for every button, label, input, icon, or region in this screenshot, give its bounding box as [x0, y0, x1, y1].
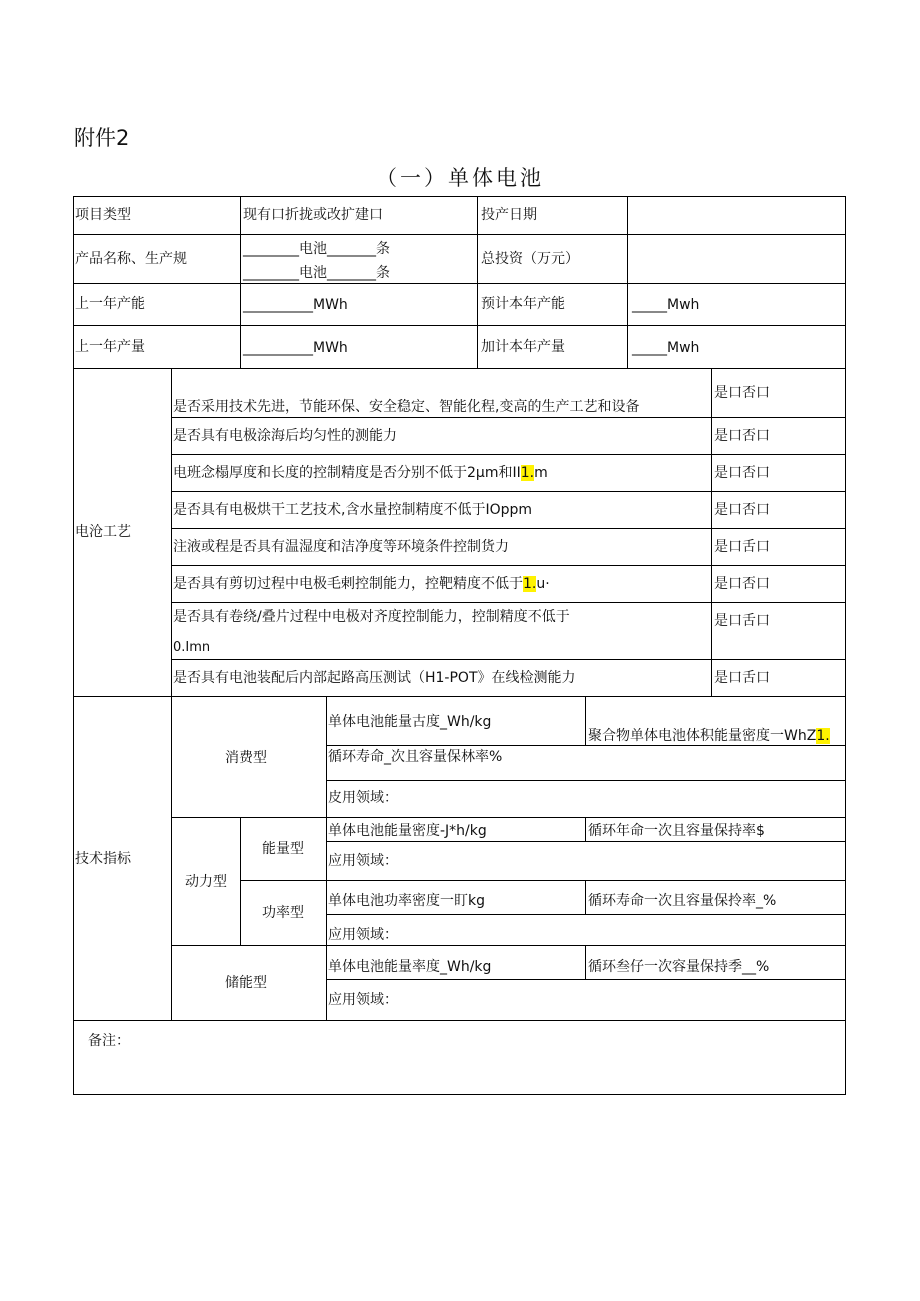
consumer-volume-density[interactable] — [588, 727, 830, 745]
row-divider — [171, 945, 845, 946]
column-divider — [585, 696, 586, 745]
energy-subtype-cycle[interactable]: 循环年命一次且容量保持率$ — [588, 823, 765, 839]
power-subtype-density[interactable]: 单体电池功率密度一盯kg — [328, 893, 485, 909]
highlight-mark: 1. — [816, 728, 830, 744]
row-divider — [73, 283, 845, 284]
tech-section-label: 技术指标 — [75, 851, 131, 867]
attachment-label: 附件2 — [74, 126, 130, 150]
row-divider — [73, 1020, 845, 1021]
process-item-answer[interactable]: 是口舌口 — [714, 539, 770, 555]
process-item-answer[interactable]: 是口舌口 — [714, 670, 770, 686]
process-item-answer[interactable]: 是口舌口 — [714, 613, 770, 629]
storage-cycle[interactable]: 循环叁仔一次容量保持季__% — [588, 959, 770, 975]
consumer-application[interactable]: 皮用领域： — [328, 790, 398, 806]
process-item-answer[interactable]: 是口否口 — [714, 576, 770, 592]
row-divider — [326, 780, 845, 781]
column-divider — [240, 817, 241, 945]
row-divider — [171, 417, 845, 418]
process-item-text: 注液或程是否具有温湿度和洁净度等环境条件控制货力 — [173, 539, 509, 555]
production-date-label: 投产日期 — [481, 207, 537, 223]
row-divider — [171, 491, 845, 492]
highlight-mark: 1. — [523, 576, 537, 592]
process-item-text: 是否具有电极涂海后均匀性的测能力 — [173, 428, 397, 444]
power-type-label: 动力型 — [185, 874, 227, 890]
row-divider — [326, 745, 845, 746]
energy-subtype-label: 能量型 — [262, 841, 304, 857]
row-divider — [240, 880, 845, 881]
last-year-capacity-label: 上一年产能 — [75, 296, 145, 312]
product-name-label: 产品名称、生产规 — [75, 251, 187, 267]
power-subtype-application[interactable]: 应用领域： — [328, 927, 398, 943]
power-subtype-label: 功率型 — [262, 905, 304, 921]
process-item-answer[interactable]: 是口否口 — [714, 428, 770, 444]
project-type-value[interactable]: 现有口折拢或改扩建口 — [243, 207, 383, 223]
plan-capacity-value[interactable]: _____Mwh — [632, 297, 700, 313]
product-line-2[interactable]: ________电池_______条 — [243, 265, 390, 281]
process-item-text: 是否具有卷绕/叠片过程中电极对齐度控制能力，控制精度不低于 — [173, 609, 570, 625]
row-divider — [171, 659, 845, 660]
process-item-text: 是否采用技术先进，节能环保、安全稳定、智能化程,变高的生产工艺和设备 — [173, 399, 640, 415]
row-divider — [171, 454, 845, 455]
energy-subtype-density[interactable]: 单体电池能量密度-J*h/kg — [328, 823, 487, 839]
consumer-cycle-life[interactable]: 循环寿命_次且容量保林率% — [328, 749, 503, 765]
row-divider — [171, 528, 845, 529]
row-divider — [171, 817, 845, 818]
column-divider — [585, 817, 586, 841]
column-divider — [240, 196, 241, 368]
storage-density[interactable]: 单体电池能量率度_Wh/kg — [328, 959, 492, 975]
highlight-mark: 1. — [520, 465, 535, 481]
process-item-text — [173, 575, 550, 593]
consumer-energy-density[interactable]: 单体电池能量古度_Wh/kg — [328, 714, 492, 730]
process-item-text-main: 是否具有剪切过程中电极毛剌控制能力，控靶精度不低于 — [173, 576, 523, 592]
column-divider — [585, 945, 586, 979]
consumer-label: 消费型 — [225, 750, 267, 766]
column-divider — [171, 368, 172, 1020]
remarks-field[interactable] — [135, 1025, 840, 1089]
process-item-answer[interactable]: 是口否口 — [714, 465, 770, 481]
column-divider — [477, 196, 478, 368]
power-subtype-cycle[interactable]: 循环寿命一次且容量保拎率_% — [588, 893, 777, 909]
row-divider — [171, 602, 845, 603]
process-item-text — [173, 464, 548, 482]
row-divider — [73, 325, 845, 326]
plan-capacity-label: 预计本年产能 — [481, 296, 565, 312]
last-year-capacity-value[interactable]: __________MWh — [243, 297, 348, 313]
row-divider — [73, 234, 845, 235]
investment-label: 总投资（万元） — [481, 251, 579, 267]
row-divider — [171, 565, 845, 566]
storage-application[interactable]: 应用领域： — [328, 992, 398, 1008]
last-year-output-value[interactable]: __________MWh — [243, 340, 348, 356]
row-divider — [73, 368, 845, 369]
consumer-volume-density-text: 聚合物单体电池体积能量密度一WhZ — [588, 728, 817, 744]
row-divider — [326, 841, 845, 842]
process-item-text: 是否具有电池装配后内部起路高压测试（H1-POT》在线检测能力 — [173, 670, 576, 686]
page-title: （一）单体电池 — [376, 166, 544, 190]
column-divider — [326, 696, 327, 1020]
process-item-answer[interactable]: 是口否口 — [714, 502, 770, 518]
product-line-1[interactable]: ________电池_______条 — [243, 241, 390, 257]
column-divider — [711, 368, 712, 696]
process-item-text-line2: 0.Imn — [173, 640, 211, 655]
process-item-text: 是否具有电极烘干工艺技术,含水量控制精度不低于IOppm — [173, 502, 533, 518]
plan-output-label: 加计本年产量 — [481, 339, 565, 355]
energy-subtype-application[interactable]: 应用领域： — [328, 853, 398, 869]
column-divider — [627, 196, 628, 368]
process-item-answer[interactable]: 是口否口 — [714, 385, 770, 401]
last-year-output-label: 上一年产量 — [75, 339, 145, 355]
process-section-label: 电沧工艺 — [75, 524, 131, 540]
process-item-text-tail: m — [534, 465, 548, 481]
investment-field[interactable] — [630, 238, 842, 280]
process-item-text-tail: u· — [536, 576, 550, 592]
project-type-label: 项目类型 — [75, 207, 131, 223]
production-date-field[interactable] — [630, 200, 842, 230]
row-divider — [73, 696, 845, 697]
process-item-text-main: 电班念榻厚度和长度的控制精度是否分别不低于2μm和II — [173, 465, 521, 481]
row-divider — [326, 979, 845, 980]
plan-output-value[interactable]: _____Mwh — [632, 340, 700, 356]
column-divider — [585, 880, 586, 914]
remarks-label: 备注： — [88, 1033, 130, 1049]
storage-label: 储能型 — [225, 975, 267, 991]
row-divider — [326, 914, 845, 915]
